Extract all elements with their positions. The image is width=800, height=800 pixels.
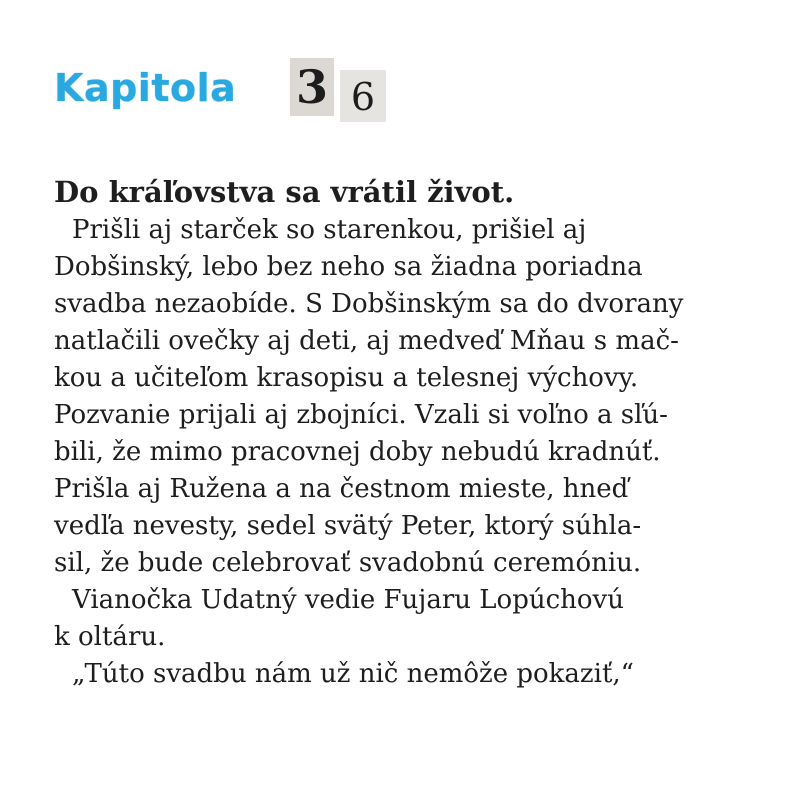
text-line: svadba nezaobíde. S Dobšinským sa do dvorany [54,289,684,319]
text-line: Prišla aj Ružena a na čestnom mieste, hneď [54,474,629,504]
text-line: k oltáru. [54,622,166,652]
chapter-number-tile-6: 6 [340,70,386,122]
text-line: vedľa nevesty, sedel svätý Peter, ktorý súhla- [54,511,642,541]
text-line: „Túto svadbu nám už nič nemôže pokaziť,“ [72,659,634,689]
text-line: natlačili ovečky aj deti, aj medveď Mňau s mač- [54,326,679,356]
text-line: Dobšinský, lebo bez neho sa žiadna poriadna [54,252,643,282]
section-heading: Do kráľovstva sa vrátil život. [54,175,515,209]
chapter-label: Kapitola [54,66,237,110]
text-line: kou a učiteľom krasopisu a telesnej výchovy. [54,363,639,393]
text-line: Prišli aj starček so starenkou, prišiel aj [72,215,587,245]
text-line: bili, že mimo pracovnej doby nebudú kradnúť. [54,437,661,467]
text-line: Pozvanie prijali aj zbojníci. Vzali si voľno a sľú- [54,400,668,430]
story-text [54,172,754,693]
chapter-number-tile-3: 3 [290,58,334,116]
text-line: sil, že bude celebrovať svadobnú ceremóniu. [54,548,642,578]
text-line: Vianočka Udatný vedie Fujaru Lopúchovú [72,585,624,615]
